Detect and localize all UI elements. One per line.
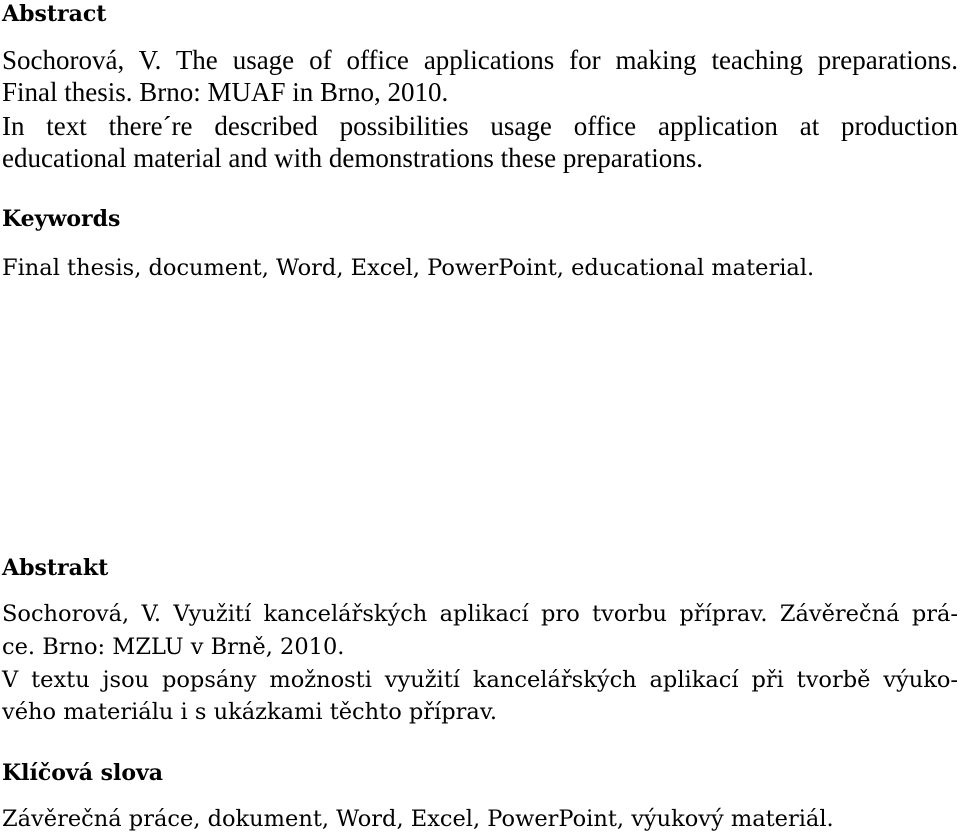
abstract-heading: Abstract (2, 1, 107, 27)
abstrakt-heading: Abstrakt (2, 555, 109, 581)
english-abstract-line-1: In text there´re described possibilities usage office application at production (2, 111, 958, 141)
czech-abstract-line-2: vého materiálu i s ukázkami těchto příprav. (2, 699, 498, 725)
czech-abstract-line-1: V textu jsou popsány možnosti využití kancelářských aplikací při tvorbě výuko- (2, 667, 958, 693)
czech-citation-line-1: Sochorová, V. Využití kancelářských aplikací pro tvorbu příprav. Závěrečná prá- (2, 601, 958, 627)
klicova-slova-text: Závěrečná práce, dokument, Word, Excel, PowerPoint, výukový materiál. (2, 806, 834, 832)
english-citation-line-1: Sochorová, V. The usage of office applications for making teaching preparations. (2, 45, 958, 75)
english-citation-line-2: Final thesis. Brno: MUAF in Brno, 2010. (2, 77, 449, 107)
klicova-slova-heading: Klíčová slova (2, 760, 164, 786)
czech-citation-line-2: ce. Brno: MZLU v Brně, 2010. (2, 634, 345, 660)
keywords-heading: Keywords (2, 206, 121, 232)
english-abstract-line-2: educational material and with demonstrations these preparations. (2, 143, 704, 173)
keywords-text: Final thesis, document, Word, Excel, PowerPoint, educational material. (2, 255, 815, 281)
